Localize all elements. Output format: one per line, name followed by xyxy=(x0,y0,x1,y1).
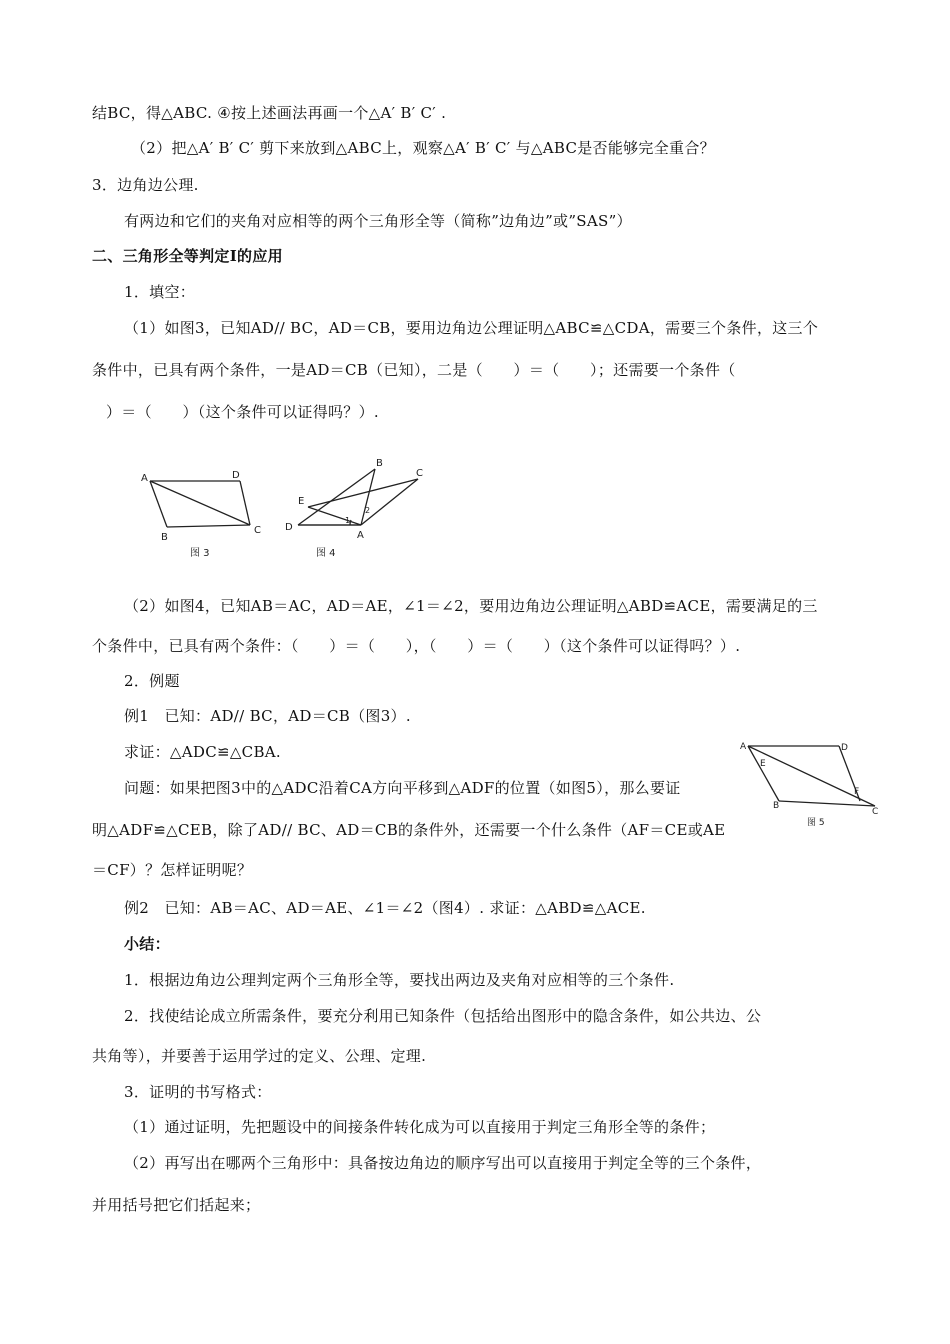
example-1: 例1 已知：AD// BC，AD＝CB（图3）. xyxy=(124,707,411,725)
section-heading: 二、三角形全等判定Ⅰ的应用 xyxy=(92,247,283,265)
fig4-angle-2: 2 xyxy=(365,506,371,515)
fig4-label-b: B xyxy=(376,458,383,469)
fig4-angle-1: 1 xyxy=(345,516,351,525)
fig4-caption: 图 4 xyxy=(316,548,336,559)
fig3-label-a: A xyxy=(141,473,148,484)
text-line-3: 3．边角边公理. xyxy=(92,176,199,194)
text-line-2: （2）把△A′ B′ C′ 剪下来放到△ABC上，观察△A′ B′ C′ 与△ABC是否能够完全重合？ xyxy=(131,139,715,157)
fig4-label-a: A xyxy=(357,530,364,541)
text-line-15: 问题：如果把图3中的△ADC沿着CA方向平移到△ADF的位置（如图5），那么要证 xyxy=(124,779,681,797)
text-line-8: 条件中，已具有两个条件，一是AD＝CB（已知），二是（ ）＝（ ）；还需要一个条件（ xyxy=(92,361,736,379)
fig4-label-c: C xyxy=(416,468,423,479)
example-2: 例2 已知：AB＝AC、AD＝AE、∠1＝∠2（图4）. 求证：△ABD≌△ACE. xyxy=(124,899,646,917)
text-line-7: （1）如图3，已知AD// BC，AD＝CB，要用边角边公理证明△ABC≌△CDA，需要三个条件，这三个 xyxy=(124,319,819,337)
figure-5 xyxy=(735,735,885,830)
fig4-label-d: D xyxy=(285,522,293,533)
text-line-16: 明△ADF≌△CEB，除了AD// BC、AD＝CB的条件外，还需要一个什么条件（AF＝CE或AE xyxy=(92,821,726,839)
fig3-caption: 图 3 xyxy=(190,548,210,559)
text-line-1: 结BC，得△ABC. ④按上述画法再画一个△A′ B′ C′ . xyxy=(92,104,447,122)
text-line-24: （1）通过证明，先把题设中的间接条件转化成为可以直接用于判定三角形全等的条件； xyxy=(124,1118,716,1136)
fig5-label-b: B xyxy=(773,801,780,811)
text-line-23: 3．证明的书写格式： xyxy=(124,1083,272,1101)
fig4-label-e: E xyxy=(298,496,305,507)
fig5-label-c: C xyxy=(872,807,879,817)
text-line-11: 个条件中，已具有两个条件：（ ）＝（ ），（ ）＝（ ）（这个条件可以证得吗？）. xyxy=(92,637,741,655)
text-line-17: ＝CF）？怎样证明呢？ xyxy=(92,861,253,879)
summary-heading: 小结： xyxy=(124,935,170,953)
fig5-label-e: E xyxy=(760,759,766,769)
text-line-26: 并用括号把它们括起来； xyxy=(92,1196,261,1214)
text-line-12: 2．例题 xyxy=(124,672,180,690)
fig5-label-d: D xyxy=(841,743,848,753)
text-line-9: ）＝（ ）（这个条件可以证得吗？）. xyxy=(106,403,379,421)
text-line-6: 1．填空： xyxy=(124,283,196,301)
fig3-label-d: D xyxy=(232,470,240,481)
text-line-25: （2）再写出在哪两个三角形中：具备按边角边的顺序写出可以直接用于判定全等的三个条件， xyxy=(124,1154,762,1172)
fig5-label-f: F xyxy=(854,787,860,797)
text-line-20: 1．根据边角边公理判定两个三角形全等，要找出两边及夹角对应相等的三个条件. xyxy=(124,971,675,989)
text-line-10: （2）如图4，已知AB＝AC，AD＝AE，∠1＝∠2，要用边角边公理证明△ABD≌ACE，需要满足的三 xyxy=(124,597,818,615)
figure-4 xyxy=(280,450,430,565)
text-line-4: 有两边和它们的夹角对应相等的两个三角形全等（简称”边角边”或”SAS”） xyxy=(124,212,632,230)
text-line-22: 共角等），并要善于运用学过的定义、公理、定理. xyxy=(92,1047,427,1065)
fig5-caption: 图 5 xyxy=(807,818,825,828)
fig3-label-b: B xyxy=(161,532,168,543)
text-line-21: 2．找使结论成立所需条件，要充分利用已知条件（包括给出图形中的隐含条件，如公共边、公 xyxy=(124,1007,762,1025)
fig3-label-c: C xyxy=(254,525,261,536)
fig5-label-a: A xyxy=(740,742,747,752)
text-line-14: 求证：△ADC≌△CBA. xyxy=(124,743,281,761)
figure-3 xyxy=(135,467,270,565)
